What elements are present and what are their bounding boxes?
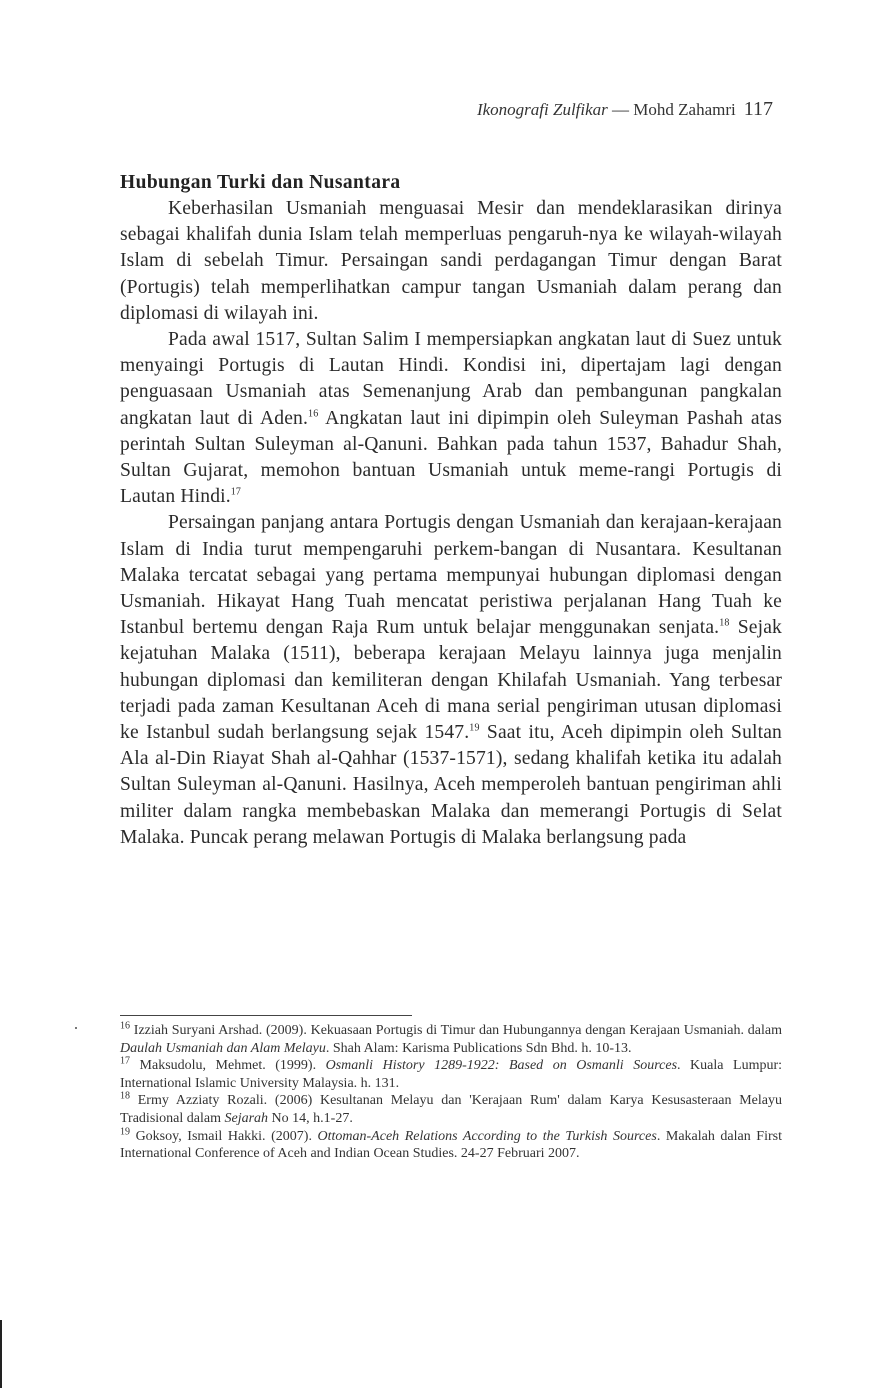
footnote-17 [120,1057,782,1092]
footnote-ref-16[interactable]: 16 [308,408,319,420]
footnote-text-end: No 14, h.1-27. [268,1110,353,1126]
footnote-number: 18 [120,1090,130,1102]
footnotes [120,1022,782,1163]
footnote-text-end: . Kuala Lumpur: International Islamic University Malaysia. h. 131. [120,1058,783,1091]
footnote-19 [120,1125,782,1163]
footnote-16 [120,1022,782,1057]
running-header [477,98,773,121]
page-number: 117 [743,98,773,120]
footnote-number: 19 [120,1125,130,1137]
scan-margin-line [0,1320,2,1388]
scan-speck [75,1027,77,1029]
footnote-number: 17 [120,1055,130,1067]
footnote-text: Goksoy, Ismail Hakki. (2007). [130,1128,318,1144]
footnote-title: Sejarah [224,1110,269,1126]
paragraph-3-text-c: Saat itu, Aceh dipimpin oleh Sultan Ala al-Din Riayat Shah al-Qahhar (1537-1571), sedang khalifah ketika itu adalah Sultan Suleyman al-Qanuni. Hasilnya, Aceh memperoleh bantuan pengiriman ahli militer dalam rangka membebaskan Malaka dan memerangi Portugis di Selat Malaka. Puncak perang melawan Portugis di Malaka berlangsung pada [120,722,782,848]
paragraph-3-text-b: Sejak kejatuhan Malaka (1511), beberapa kerajaan Melayu lainnya juga menjalin hubungan diplomasi dan kemiliteran dengan Khilafah Usmaniah. Yang terbesar terjadi pada zaman Kesultanan Aceh di mana serial pengiriman utusan diplomasi ke Istanbul sudah berlangsung sejak 1547. [120,617,782,744]
footnote-text: Izziah Suryani Arshad. (2009). Kekuasaan Portugis di Timur dan Hubungannya dengan Kerajaan Usmaniah. dalam [130,1023,782,1038]
footnote-title: Osmanli History 1289-1922: Based on Osmanli Sources [325,1058,678,1074]
header-author: Mohd Zahamri [633,100,736,119]
footnote-ref-19[interactable]: 19 [469,722,480,734]
paragraph-2-text-a: Pada awal 1517, Sultan Salim I mempersiapkan angkatan laut di Suez untuk menyaingi Portugis di Lautan Hindi. Kondisi ini, dipertajam lagi dengan penguasaan Usmaniah atas Semenanjung Arab dan pembangunan pangkalan angkatan laut di Aden. [120,329,782,429]
footnote-title: Ottoman-Aceh Relations According to the Turkish Sources [317,1128,657,1144]
footnote-text: Ermy Azziaty Rozali. (2006) Kesultanan Melayu dan 'Kerajaan Rum' dalam Karya Kesusasteraan Melayu Tradisional dalam [120,1093,782,1126]
main-text [120,170,782,851]
footnote-ref-17[interactable]: 17 [230,486,242,498]
footnote-ref-18[interactable]: 18 [719,617,730,629]
footnote-text-end: . Makalah dalan First International Conference of Aceh and Indian Ocean Studies. 24-27 Februari 2007. [120,1128,782,1162]
section-heading: Hubungan Turki dan Nusantara [120,172,401,193]
paragraph-3 [120,510,782,851]
header-separator: — [607,100,634,119]
paragraph-1-text: Keberhasilan Usmaniah menguasai Mesir dan mendeklarasikan dirinya sebagai khalifah dunia Islam telah memperluas pengaruh-nya ke wilayah-wilayah Islam di sebelah Timur. Persaingan sandi perdagangan Timur dengan Barat (Portugis) telah memperlihatkan campur tangan Usmaniah dalam perang dan diplomasi di wilayah ini. [120,198,782,324]
footnote-divider [120,1015,412,1016]
paragraph-1 [120,196,782,327]
footnote-text: Maksudolu, Mehmet. (1999). [130,1058,326,1074]
footnote-number: 16 [120,1020,130,1032]
footnote-18 [120,1092,782,1127]
running-title: Ikonografi Zulfikar [476,100,608,119]
footnote-text-end: . Shah Alam: Karisma Publications Sdn Bhd. h. 10-13. [325,1040,632,1056]
paragraph-2-text-b: Angkatan laut ini dipimpin oleh Suleyman Pashah atas perintah Sultan Suleyman al-Qanuni. Bahkan pada tahun 1537, Bahadur Shah, Sultan Gujarat, memohon bantuan Usmaniah untuk meme-rangi Portugis di Lautan Hindi. [120,407,782,508]
paragraph-3-text-a: Persaingan panjang antara Portugis dengan Usmaniah dan kerajaan-kerajaan Islam di India turut mempengaruhi perkem-bangan di Nusantara. Kesultanan Malaka tercatat sebagai yang pertama mempunyai hubungan diplomasi dengan Usmaniah. Hikayat Hang Tuah mencatat peristiwa perjalanan Hang Tuah ke Istanbul bertemu dengan Raja Rum untuk belajar menggunakan senjata. [120,512,782,639]
paragraph-2 [120,327,782,510]
footnote-title: Daulah Usmaniah dan Alam Melayu [120,1040,326,1056]
